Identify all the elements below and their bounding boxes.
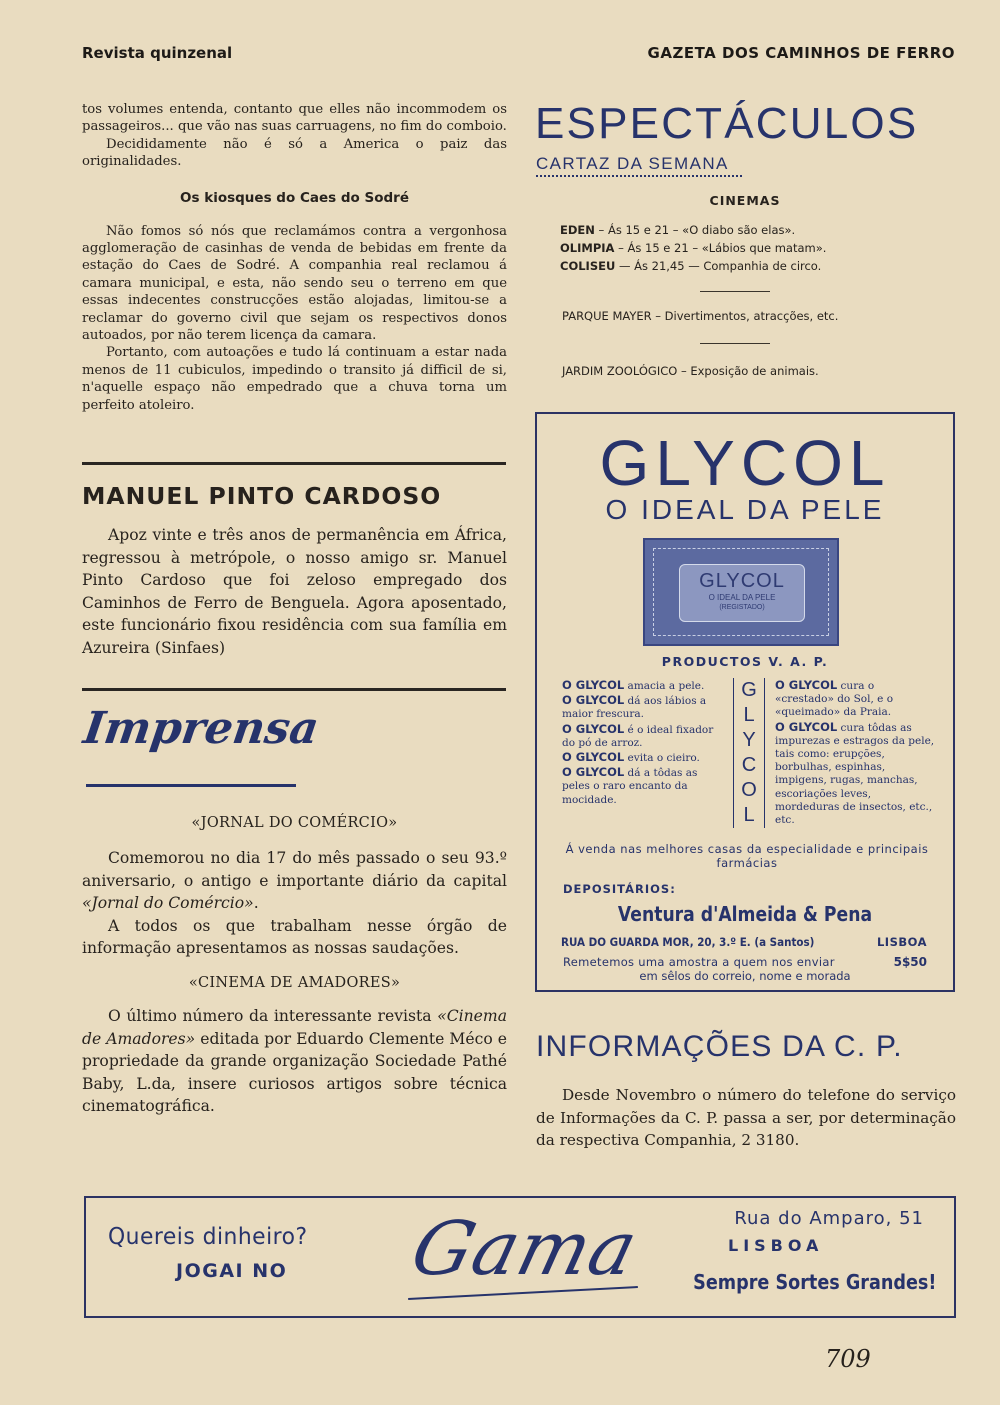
paragraph: tos volumes entenda, contanto que elles não incommodem os passageiros... que vão nas suas carruagens, no fim do comboio. xyxy=(82,102,507,135)
gama-address: Rua do Amparo, 51 xyxy=(734,1208,924,1229)
glycol-vertical-word xyxy=(733,678,765,828)
claim-text: evita o cieiro. xyxy=(624,752,700,765)
vertical-letter: C xyxy=(741,754,757,776)
paragraph: O último número da interessante revista «Cinema de Amadores» editada por Eduardo Clemente Méco e propriedade da grande organização Sociedade Pathé Baby, L.da, insere curiosos artigos sobre técnica cinematográfica. xyxy=(82,1006,507,1116)
gama-subline: JOGAI NO xyxy=(176,1260,288,1282)
glycol-title: GLYCOL xyxy=(599,427,891,499)
label-registered: (REGISTADO) xyxy=(719,604,765,611)
label-plate xyxy=(679,564,805,622)
espectaculos-title: ESPECTÁCULOS xyxy=(535,99,919,148)
running-head-left: Revista quinzenal xyxy=(82,44,233,62)
gama-city: LISBOA xyxy=(728,1236,824,1255)
vertical-letter: L xyxy=(743,804,755,826)
paragraph: Não fomos só nós que reclamámos contra a vergonhosa agglomeração de casinhas de venda de bebidas em frente da estação do Caes de Sodré. A companhia real reclamou á camara municipal, e esta, não sendo seu o terreno em que essas indecentes construcções estão alojadas, limitou-se a reclamar do governo civil que sejam os respectivos donos autoados, por não terem licença da camara. xyxy=(82,223,507,344)
paragraph: Decididamente não é só a America o paiz das originalidades. xyxy=(82,136,507,170)
cinema-listing xyxy=(560,239,826,257)
short-divider xyxy=(700,291,770,292)
vertical-letter: G xyxy=(741,679,757,701)
cinema-info: — Ás 21,45 — Companhia de circo. xyxy=(615,259,822,273)
glycol-claims-right xyxy=(775,679,935,828)
sample-offer-detail: em sêlos do correio, nome e morada xyxy=(639,969,851,983)
imprensa-article xyxy=(82,815,507,1118)
gama-slogan: Sempre Sortes Grandes! xyxy=(692,1270,936,1294)
subsection-heading: «JORNAL DO COMÉRCIO» xyxy=(191,815,398,831)
claim-brand: O GLYCOL xyxy=(562,693,625,708)
sample-offer: Remetemos uma amostra a quem nos enviar xyxy=(563,955,835,969)
parque-mayer-listing: PARQUE MAYER – Divertimentos, atracções, etc. xyxy=(562,309,839,323)
claim-brand: O GLYCOL xyxy=(775,678,838,692)
product-label-illustration xyxy=(643,538,839,646)
cinemas-heading: CINEMAS xyxy=(709,193,781,208)
short-divider xyxy=(700,343,770,344)
section-heading: Os kiosques do Caes do Sodré xyxy=(180,189,409,206)
glycol-claim xyxy=(562,694,717,721)
vertical-letter: Y xyxy=(742,729,756,751)
cinema-list xyxy=(560,221,826,275)
claim-brand: O GLYCOL xyxy=(562,678,625,692)
depositarios-label: DEPOSITÁRIOS: xyxy=(563,882,676,896)
glycol-claim xyxy=(562,766,717,807)
gama-ad xyxy=(84,1196,956,1318)
paragraph: Comemorou no dia 17 do mês passado o seu 93.º aniversario, o antigo e importante diário da capital «Jornal do Comércio». xyxy=(82,849,507,913)
cinema-listing xyxy=(560,221,826,239)
glycol-claim xyxy=(562,751,717,765)
informacoes-text: Desde Novembro o número do telefone do serviço de Informações da C. P. passa a ser, por determinação da respectiva Companhia, 2 3180. xyxy=(536,1086,956,1150)
depositarios-address: RUA DO GUARDA MOR, 20, 3.º E. (a Santos) xyxy=(561,935,815,949)
gama-headline: Quereis dinheiro? xyxy=(108,1224,308,1250)
claim-text: amacia a pele. xyxy=(624,680,705,692)
vertical-letter: O xyxy=(741,779,757,801)
claim-text: é o ideal fixador do pó de arroz. xyxy=(562,723,714,749)
subsection-heading: «CINEMA DE AMADORES» xyxy=(188,974,401,991)
glycol-claim xyxy=(562,723,717,750)
glycol-ad xyxy=(535,412,955,992)
label-brand: GLYCOL xyxy=(699,570,785,592)
cinema-info: – Ás 15 e 21 – «O diabo são elas». xyxy=(594,223,796,237)
productos-line: PRODUCTOS V. A. P. xyxy=(661,654,829,669)
divider xyxy=(82,688,506,691)
cinema-name: EDEN xyxy=(560,223,595,237)
espectaculos-subtitle: CARTAZ DA SEMANA xyxy=(536,154,729,173)
depositarios-city: LISBOA xyxy=(876,935,927,949)
glycol-claims-left xyxy=(562,679,717,808)
article-title: MANUEL PINTO CARDOSO xyxy=(82,482,442,510)
title-underline xyxy=(86,784,296,787)
gama-brand: Gama xyxy=(403,1206,647,1292)
label-tagline: O IDEAL DA PELE xyxy=(708,593,776,602)
claim-text: dá aos lábios a maior frescura. xyxy=(562,695,707,721)
claim-brand: O GLYCOL xyxy=(562,750,625,765)
claim-text: dá a tôdas as peles o raro encanto da mocidade. xyxy=(562,767,698,806)
divider xyxy=(82,462,506,465)
cinema-listing xyxy=(560,257,826,275)
informacoes-title: INFORMAÇÕES DA C. P. xyxy=(536,1030,903,1063)
cinema-name: OLIMPIA xyxy=(560,241,615,255)
subtitle-underline xyxy=(536,175,742,177)
glycol-claim xyxy=(562,679,717,693)
running-head-right: GAZETA DOS CAMINHOS DE FERRO xyxy=(647,44,955,62)
claim-text: cura tôdas as impurezas e estragos da pele, tais como: erupções, borbulhas, espinhas, impigens, rugas, manchas, escoriações leves, mordeduras de insectos, etc., etc. xyxy=(775,721,935,827)
vertical-letter: L xyxy=(743,704,755,726)
paragraph: Apoz vinte e três anos de permanência em África, regressou à metrópole, o nosso amigo sr. Manuel Pinto Cardoso que foi zeloso empregado dos Caminhos de Ferro de Benguela. Agora aposentado, este funcionário fixou residência com sua família em Azureira (Sinfaes) xyxy=(82,526,507,657)
venda-line: Á venda nas melhores casas da especialidade e principais farmácias xyxy=(565,842,929,870)
claim-text: cura o «crestado» do Sol, e o «queimado» da Praia. xyxy=(775,680,894,719)
sample-price: 5$50 xyxy=(893,955,927,969)
depositarios-name: Ventura d'Almeida & Pena xyxy=(617,902,873,926)
claim-brand: O GLYCOL xyxy=(562,721,625,736)
manuel-article xyxy=(82,482,507,660)
cinema-info: – Ás 15 e 21 – «Lábios que matam». xyxy=(614,241,827,255)
glycol-claim xyxy=(775,721,935,828)
paragraph: Portanto, com autoações e tudo lá continuam a estar nada menos de 11 cubiculos, impedindo o transito já difficil de si, n'aquelle espaço não empedrado que a chuva torna um perfeito atoleiro. xyxy=(82,345,507,413)
glycol-subtitle: O IDEAL DA PELE xyxy=(605,494,885,525)
claim-brand: O GLYCOL xyxy=(775,719,838,734)
claim-brand: O GLYCOL xyxy=(562,765,625,780)
glycol-claim xyxy=(775,679,935,720)
cinema-name: COLISEU xyxy=(560,259,616,273)
paragraph: A todos os que trabalham nesse órgão de informação apresentamos as nossas saudações. xyxy=(82,916,507,958)
left-top-article xyxy=(82,101,507,414)
jardim-zoologico-listing: JARDIM ZOOLÓGICO – Exposição de animais. xyxy=(562,364,819,378)
page-number: 709 xyxy=(825,1345,871,1373)
imprensa-title: Imprensa xyxy=(80,703,322,754)
